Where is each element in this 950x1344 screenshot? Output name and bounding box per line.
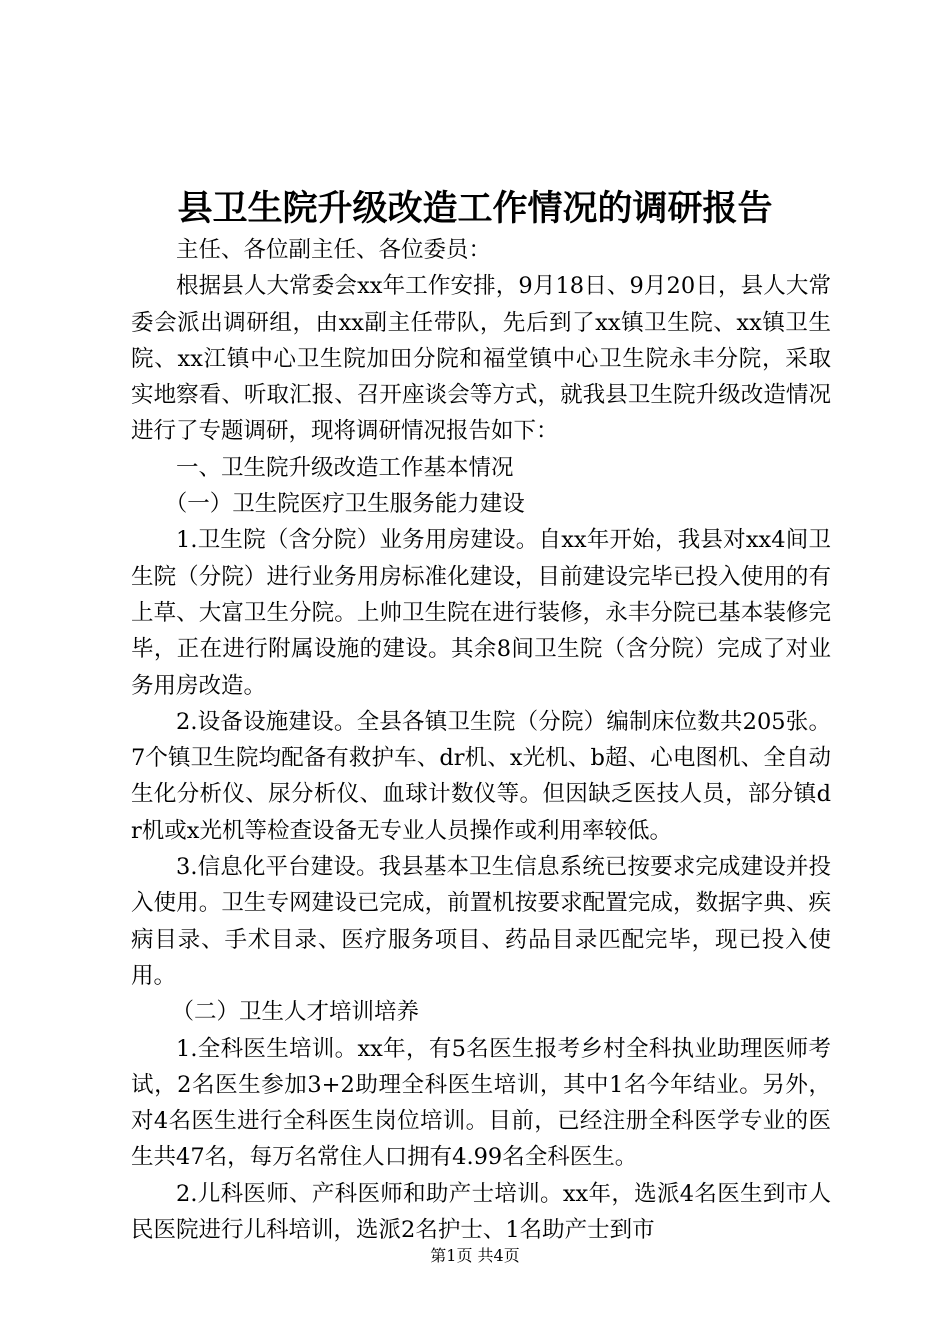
paragraph: 1.全科医生培训。xx年，有5名医生报考乡村全科执业助理医师考试，2名医生参加3+2助理全科医生培训，其中1名今年结业。另外，对4名医生进行全科医生岗位培训。目前，已经注册全科医学专业的医生共47名，每万名常住人口拥有4.99名全科医生。 [131, 1035, 831, 1171]
paragraph: 3.信息化平台建设。我县基本卫生信息系统已按要求完成建设并投入使用。卫生专网建设已完成，前置机按要求配置完成，数据字典、疾病目录、手术目录、医疗服务项目、药品目录匹配完毕，现已投入使用。 [131, 854, 831, 989]
subsection-heading: （二）卫生人才培训培养 [171, 999, 420, 1026]
intro-paragraph: 根据县人大常委会xx年工作安排，9月18日、9月20日，县人大常委会派出调研组，由xx副主任带队，先后到了xx镇卫生院、xx镇卫生院、xx江镇中心卫生院加田分院和福堂镇中心卫生院永丰分院，采取实地察看、听取汇报、召开座谈会等方式，就我县卫生院升级改造情况进行了专题调研，现将调研情况报告如下： [131, 273, 831, 445]
salutation: 主任、各位副主任、各位委员： [176, 237, 492, 263]
document-body [131, 232, 831, 1248]
paragraph: 2.设备设施建设。全县各镇卫生院（分院）编制床位数共205张。7个镇卫生院均配备有救护车、dr机、x光机、b超、心电图机、全自动生化分析仪、尿分析仪、血球计数仪等。但因缺乏医技人员，部分镇dr机或x光机等检查设备无专业人员操作或利用率较低。 [131, 708, 831, 844]
subsection-heading: （一）卫生院医疗卫生服务能力建设 [164, 491, 525, 518]
document-title: 县卫生院升级改造工作情况的调研报告 [177, 188, 773, 229]
section-heading: 一、卫生院升级改造工作基本情况 [176, 454, 514, 481]
page-footer: 第1页 共4页 [430, 1246, 520, 1265]
paragraph: 2.儿科医师、产科医师和助产士培训。xx年，选派4名医生到市人民医院进行儿科培训，选派2名护士、1名助产士到市 [131, 1180, 831, 1244]
paragraph: 1.卫生院（含分院）业务用房建设。自xx年开始，我县对xx4间卫生院（分院）进行业务用房标准化建设，目前建设完毕已投入使用的有上草、大富卫生分院。上帅卫生院在进行装修，永丰分院已基本装修完毕，正在进行附属设施的建设。其余8间卫生院（含分院）完成了对业务用房改造。 [131, 527, 831, 699]
